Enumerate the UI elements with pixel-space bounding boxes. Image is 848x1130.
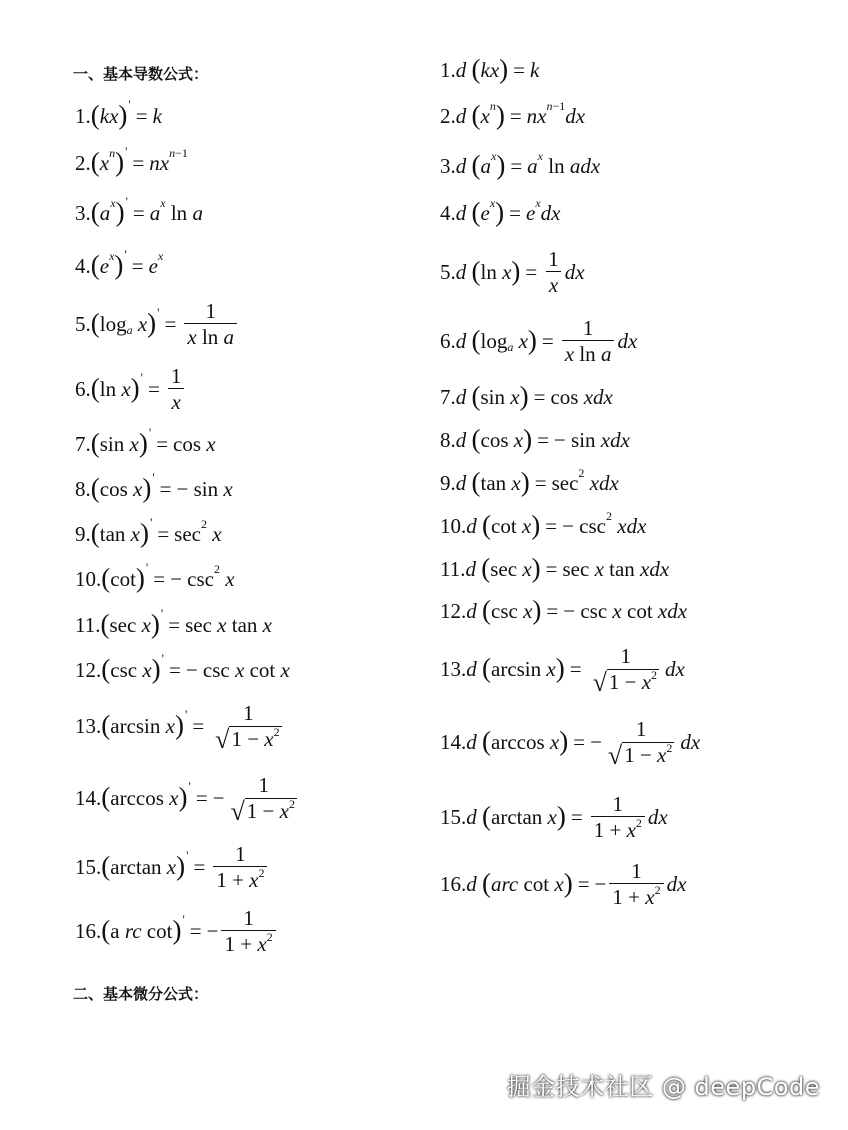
- derivative-formula-15: 15. ( arctan x ) ' = $\frac{1}{1 + x^2}$: [75, 843, 270, 892]
- derivative-formula-2: 2. ( x n ) ' = nx n−1: [75, 143, 188, 177]
- derivative-formula-6: 6. ( ln x ) ' = $\frac{1}{x}$: [75, 365, 187, 414]
- differential-formula-14: 14. d ( arccos x ) = − 1 √ $1 - x^2$ dx: [440, 717, 701, 771]
- derivative-formula-8: 8. ( cos x ) ' = − sin x: [75, 469, 233, 503]
- derivative-formula-9: 9. ( tan x ) ' = sec 2 x: [75, 514, 222, 548]
- differential-formula-15: 15. d ( arctan x ) = $\frac{1}{1 + x^2}$ dx: [440, 792, 668, 843]
- formula-number: 14.: [440, 730, 467, 755]
- formula-number: 2.: [75, 151, 91, 175]
- differential-formula-9: 9. d ( tan x ) = sec 2 xdx: [440, 466, 619, 497]
- differential-formula-5: 5. d ( ln x ) = $\frac{1}{x}$ dx: [440, 247, 585, 298]
- derivative-formula-7: 7. ( sin x ) ' = cos x: [75, 424, 216, 458]
- formula-number: 10.: [75, 567, 102, 591]
- derivative-formula-13: 13. ( arcsin x ) ' = 1 √ $1 - x^2$: [75, 701, 280, 755]
- formula-number: 6.: [75, 377, 91, 402]
- differential-formula-6: 6. d ( log a x ) = $\frac{1}{\text{x ln a}}$ dx: [440, 316, 638, 367]
- formula-number: 10.: [440, 514, 467, 538]
- differential-formula-7: 7. d ( sin x ) = cos xdx: [440, 381, 613, 411]
- formula-number: 8.: [75, 477, 91, 501]
- formula-number: 14.: [75, 786, 102, 811]
- derivative-formula-12: 12. ( csc x ) ' = − csc x cot x: [75, 650, 290, 684]
- formula-number: 6.: [440, 329, 456, 354]
- formula-number: 15.: [75, 855, 102, 880]
- formula-number: 11.: [75, 613, 101, 637]
- formula-number: 7.: [440, 385, 456, 409]
- formula-number: 1.: [75, 104, 91, 128]
- differential-formula-2: 2. d ( x n ) = nx n−1 dx: [440, 99, 586, 130]
- section2-title: 二、基本微分公式：: [73, 985, 209, 1003]
- differential-formula-3: 3. d ( a x ) = a x ln adx: [440, 149, 601, 180]
- differential-formula-11: 11. d ( sec x ) = sec x tan xdx: [440, 553, 670, 583]
- formula-number: 13.: [75, 714, 102, 739]
- differential-formula-12: 12. d ( csc x ) = − csc x cot xdx: [440, 595, 688, 625]
- derivative-formula-11: 11. ( sec x ) ' = sec x tan x: [75, 605, 272, 639]
- formula-number: 1.: [440, 58, 456, 82]
- formula-number: 5.: [75, 312, 91, 337]
- derivative-formula-10: 10. ( cot ) ' = − csc 2 x: [75, 559, 235, 593]
- formula-number: 9.: [440, 471, 456, 495]
- formula-number: 16.: [440, 872, 467, 897]
- formula-number: 12.: [440, 599, 467, 623]
- formula-number: 13.: [440, 657, 467, 682]
- differential-formula-10: 10. d ( cot x ) = − csc 2 xdx: [440, 509, 647, 540]
- formula-number: 8.: [440, 428, 456, 452]
- formula-number: 4.: [440, 201, 456, 225]
- derivative-formula-16: 16. ( a rc cot ) ' = − $\frac{1}{1 + x^2}$: [75, 907, 279, 956]
- formula-number: 7.: [75, 432, 91, 456]
- derivative-formula-5: 5. ( log a x ) ' = $\frac{1}{\text{x ln a}}$: [75, 300, 240, 349]
- formula-number: 9.: [75, 522, 91, 546]
- differential-formula-8: 8. d ( cos x ) = − sin xdx: [440, 424, 630, 454]
- formula-number: 12.: [75, 658, 102, 682]
- differential-formula-1: 1. d ( kx ) = k: [440, 54, 540, 84]
- differential-formula-16: 16. d ( arc cot x ) = − $\frac{1}{1 + x^2}$ dx: [440, 859, 687, 910]
- formula-number: 16.: [75, 919, 102, 944]
- formula-number: 3.: [440, 154, 456, 178]
- formula-number: 5.: [440, 260, 456, 285]
- differential-formula-13: 13. d ( arcsin x ) = 1 √ $1 - x^2$ dx: [440, 644, 685, 698]
- derivative-formula-1: 1. ( kx ) ' = k: [75, 96, 162, 130]
- derivative-formula-4: 4. ( e x ) ' = e x: [75, 246, 164, 280]
- formula-number: 4.: [75, 254, 91, 278]
- differential-formula-4: 4. d ( e x ) = e x dx: [440, 196, 561, 227]
- formula-number: 11.: [440, 557, 466, 581]
- formula-number: 3.: [75, 201, 91, 225]
- watermark: 掘金技术社区 @ deepCode: [506, 1073, 820, 1101]
- derivative-formula-14: 14. ( arccos x ) ' = − 1 √ $1 - x^2$: [75, 773, 295, 827]
- formula-number: 15.: [440, 805, 467, 830]
- derivative-formula-3: 3. ( a x ) ' = a x ln a: [75, 193, 203, 227]
- formula-number: 2.: [440, 104, 456, 128]
- section1-title: 一、基本导数公式：: [73, 65, 209, 83]
